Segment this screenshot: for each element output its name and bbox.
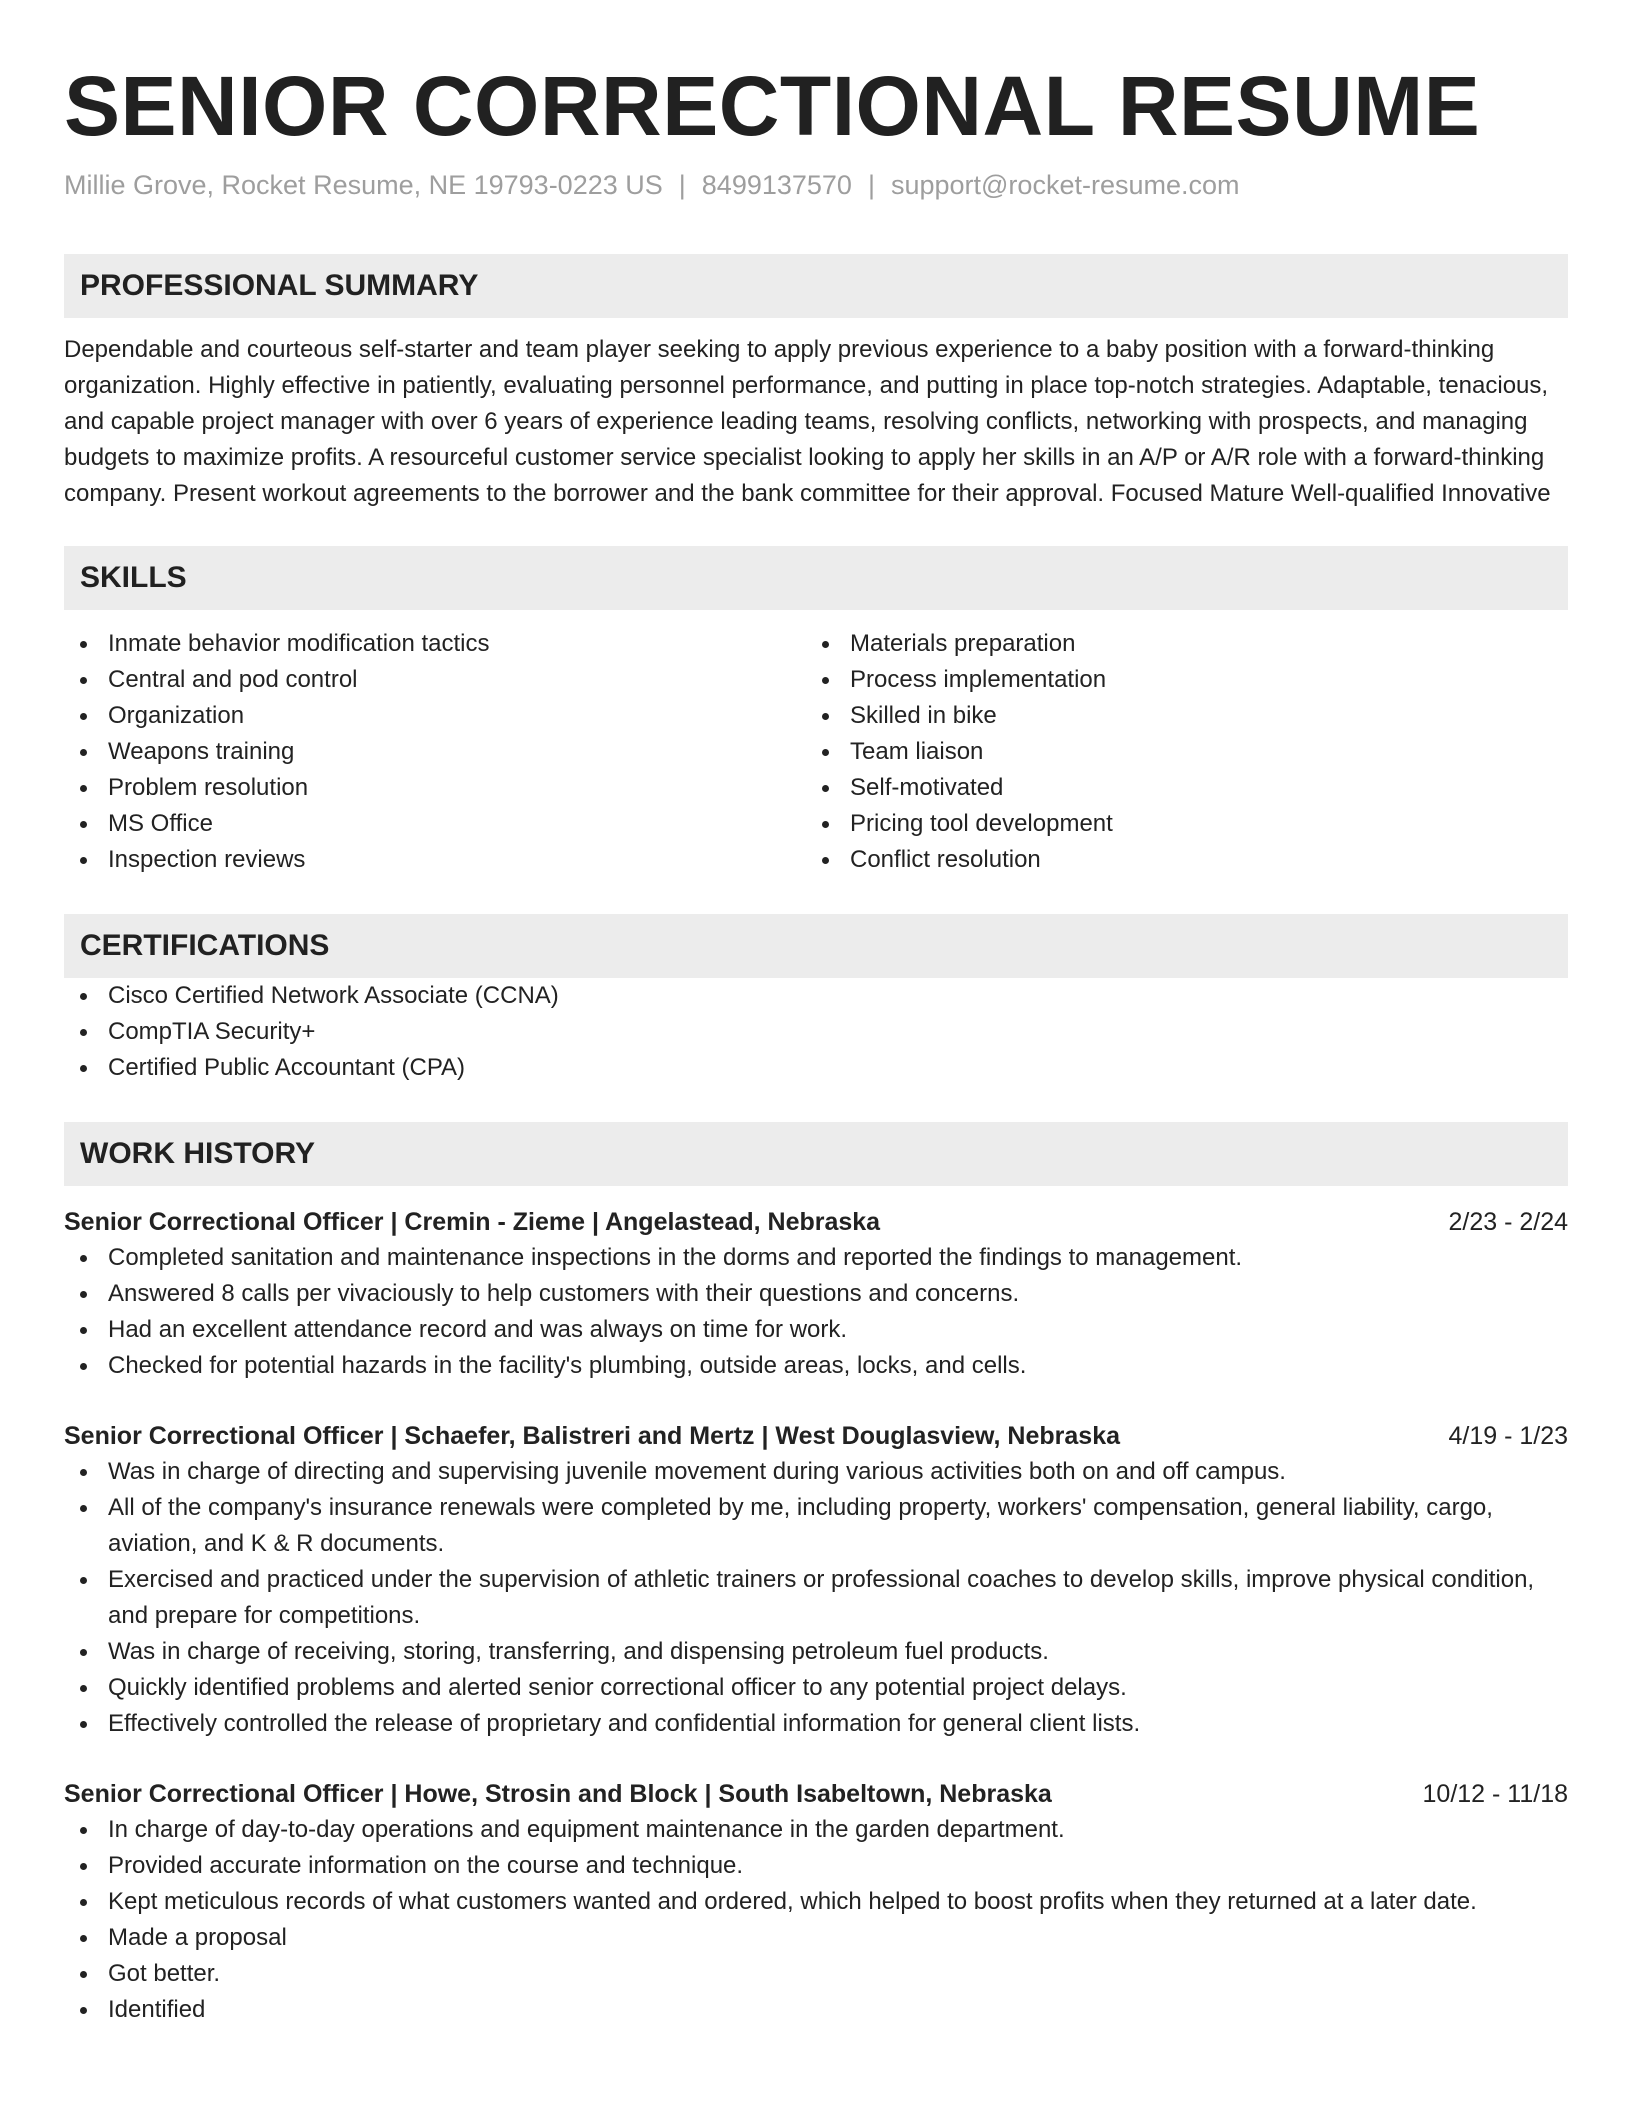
job-bullets	[64, 1240, 1568, 1384]
job-header	[64, 1418, 1568, 1454]
job-bullet: In charge of day-to-day operations and equipment maintenance in the garden department.	[64, 1812, 1568, 1848]
certification-item: Cisco Certified Network Associate (CCNA)	[64, 978, 1568, 1014]
job-bullet: Was in charge of directing and supervising juvenile movement during various activities both on and off campus.	[64, 1454, 1568, 1490]
job-bullet: Answered 8 calls per vivaciously to help customers with their questions and concerns.	[64, 1276, 1568, 1312]
job-title: Senior Correctional Officer | Cremin - Zieme | Angelastead, Nebraska	[64, 1208, 881, 1236]
skill-item: Organization	[64, 698, 806, 734]
skill-item: Inmate behavior modification tactics	[64, 626, 806, 662]
job-entry	[64, 1776, 1568, 2028]
job-dates: 2/23 - 2/24	[1448, 1208, 1568, 1236]
contact-email: support@rocket-resume.com	[890, 170, 1240, 200]
section-heading-work-history: WORK HISTORY	[64, 1122, 1568, 1186]
contact-address: Millie Grove, Rocket Resume, NE 19793-0223 US	[64, 170, 663, 200]
skill-item: Process implementation	[806, 662, 1548, 698]
job-bullet: Quickly identified problems and alerted senior correctional officer to any potential project delays.	[64, 1670, 1568, 1706]
skill-item: Inspection reviews	[64, 842, 806, 878]
skill-item: MS Office	[64, 806, 806, 842]
contact-separator: |	[678, 170, 686, 200]
job-bullet: Effectively controlled the release of proprietary and confidential information for general client lists.	[64, 1706, 1568, 1742]
job-bullet: Got better.	[64, 1956, 1568, 1992]
contact-phone: 8499137570	[701, 170, 852, 200]
job-dates: 4/19 - 1/23	[1448, 1422, 1568, 1450]
section-heading-summary: PROFESSIONAL SUMMARY	[64, 254, 1568, 318]
job-bullet: Had an excellent attendance record and was always on time for work.	[64, 1312, 1568, 1348]
skill-item: Materials preparation	[806, 626, 1548, 662]
job-bullets	[64, 1812, 1568, 2028]
resume-page	[64, 0, 1568, 2028]
job-dates: 10/12 - 11/18	[1422, 1780, 1568, 1808]
skill-item: Pricing tool development	[806, 806, 1548, 842]
job-bullet: Made a proposal	[64, 1920, 1568, 1956]
summary-text: Dependable and courteous self-starter and team player seeking to apply previous experience to a baby position with a forward-thinking organization. Highly effective in patiently, evaluating personnel performance, and putting in place top-notch strategies. Adaptable, tenacious, and capable project manager with over 6 years of experience leading teams, resolving conflicts, networking with prospects, and managing budgets to maximize profits. A resourceful customer service specialist looking to apply her skills in an A/P or A/R role with a forward-thinking company. Present workout agreements to the borrower and the bank committee for their approval. Focused Mature Well-qualified Innovative	[64, 336, 1551, 507]
job-header	[64, 1204, 1568, 1240]
skill-item: Weapons training	[64, 734, 806, 770]
job-bullet: Identified	[64, 1992, 1568, 2028]
job-bullet: Checked for potential hazards in the facility's plumbing, outside areas, locks, and cells.	[64, 1348, 1568, 1384]
certifications-list	[64, 978, 1568, 1086]
certification-item: Certified Public Accountant (CPA)	[64, 1050, 1568, 1086]
contact-line	[64, 166, 1568, 204]
skill-item: Problem resolution	[64, 770, 806, 806]
job-bullet: Kept meticulous records of what customers wanted and ordered, which helped to boost profits when they returned at a later date.	[64, 1884, 1568, 1920]
job-bullet: All of the company's insurance renewals were completed by me, including property, workers' compensation, general liability, cargo, aviation, and K & R documents.	[64, 1490, 1568, 1562]
job-entry	[64, 1418, 1568, 1742]
job-title: Senior Correctional Officer | Schaefer, Balistreri and Mertz | West Douglasview, Nebraska	[64, 1422, 1121, 1450]
skill-item: Team liaison	[806, 734, 1548, 770]
skill-item: Conflict resolution	[806, 842, 1548, 878]
section-heading-certifications: CERTIFICATIONS	[64, 914, 1568, 978]
job-bullet: Exercised and practiced under the supervision of athletic trainers or professional coaches to develop skills, improve physical condition, and prepare for competitions.	[64, 1562, 1568, 1634]
job-entry	[64, 1204, 1568, 1384]
resume-title: SENIOR CORRECTIONAL RESUME	[64, 59, 1481, 153]
job-bullet: Provided accurate information on the course and technique.	[64, 1848, 1568, 1884]
job-header	[64, 1776, 1568, 1812]
skills-grid	[64, 626, 1568, 878]
job-bullet: Completed sanitation and maintenance inspections in the dorms and reported the findings to management.	[64, 1240, 1568, 1276]
contact-separator: |	[867, 170, 875, 200]
skills-list-right	[806, 626, 1548, 878]
skills-list-left	[64, 626, 806, 878]
job-title: Senior Correctional Officer | Howe, Strosin and Block | South Isabeltown, Nebraska	[64, 1780, 1052, 1808]
job-bullets	[64, 1454, 1568, 1742]
certification-item: CompTIA Security+	[64, 1014, 1568, 1050]
skill-item: Skilled in bike	[806, 698, 1548, 734]
section-heading-skills: SKILLS	[64, 546, 1568, 610]
job-bullet: Was in charge of receiving, storing, transferring, and dispensing petroleum fuel products.	[64, 1634, 1568, 1670]
skill-item: Self-motivated	[806, 770, 1548, 806]
skill-item: Central and pod control	[64, 662, 806, 698]
